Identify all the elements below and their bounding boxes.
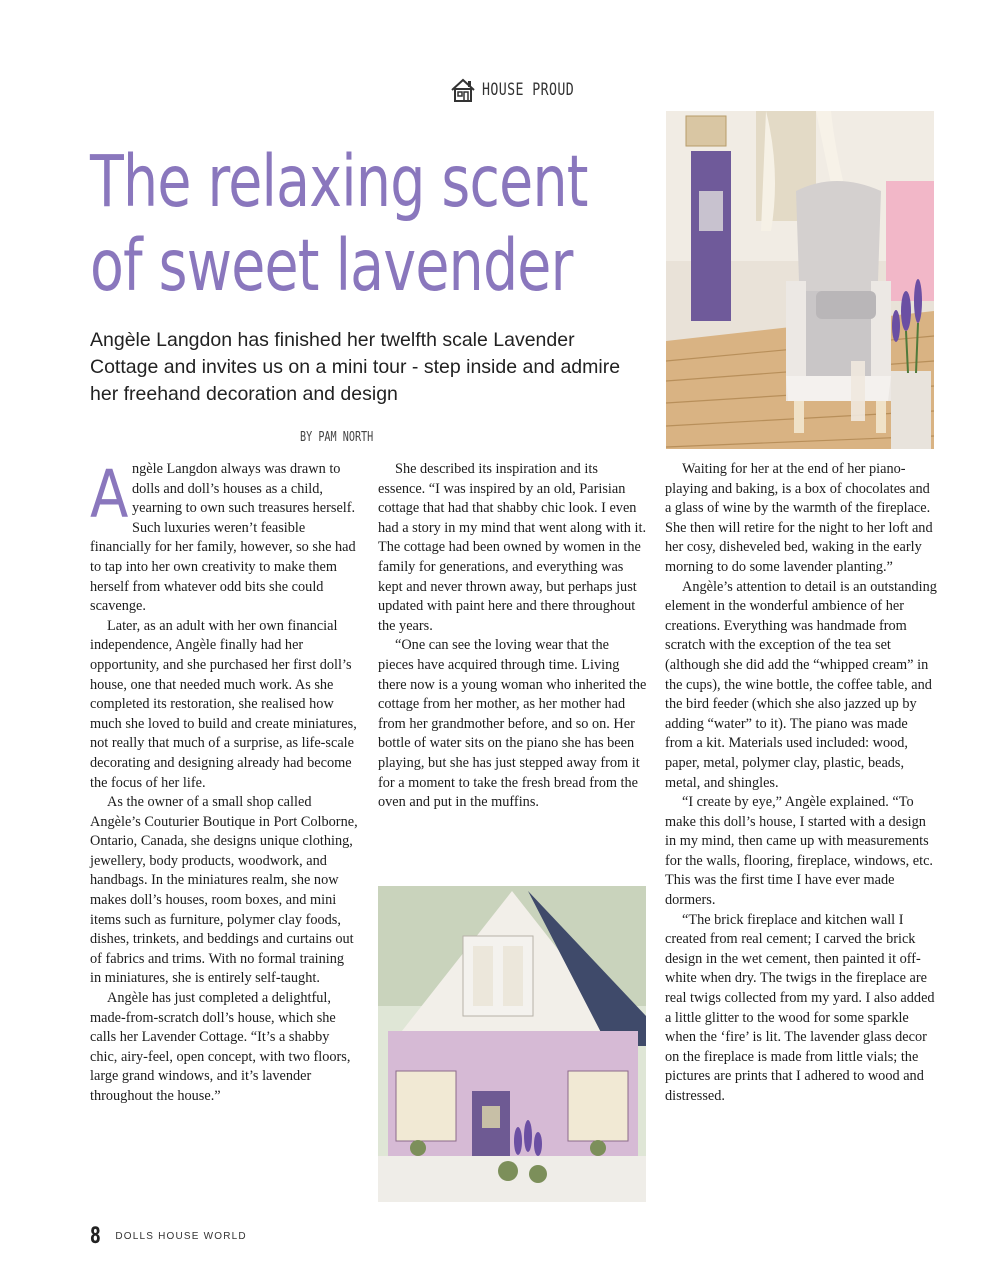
article-column-2 [378,460,648,813]
article-headline [90,140,588,308]
drop-cap: A [90,456,129,533]
photo-lavender-cottage [378,886,646,1202]
page-footer [90,1224,247,1249]
headline-line-2: of sweet lavender [90,224,573,307]
photo-wingback-chair [666,111,934,449]
page-number: 8 [90,1224,101,1249]
section-label [450,76,610,104]
paragraph: Angèle Langdon always was drawn to dolls and doll’s houses as a child, yearning to own such treasures herself. Such luxuries weren’t feasible financially for her family, however, so she had to tap into her own creativity to make them herself from whatever odd bits she could scavenge. [90,456,356,615]
magazine-name: DOLLS HOUSE WORLD [115,1231,247,1242]
paragraph: “The brick fireplace and kitchen wall I created from real cement; I carved the brick design in the wet cement, then painted it off-white when dry. The twigs in the fireplace are real twigs collected from my yard. I also added a little glitter to the wood for some sparkle when the ‘fire’ is lit. The lavender glass decor on the fireplace is made from little vials; the pictures are prints that I adhered to wood and distressed. [665,911,935,1104]
paragraph: Angèle has just completed a delightful, made-from-scratch doll’s house, which she calls her Lavender Cottage. “It’s a shabby chic, airy-feel, open concept, with two floors, large grand windows, and it’s lavender throughout the house.” [90,990,351,1104]
paragraph: Angèle’s attention to detail is an outstanding element in the wonderful ambience of her creations. Everything was handmade from scratch with the exception of the tea set (although she did add the “whipped cream” in the cups), the wine bottle, the coffee table, and the bird feeder (which she also jazzed up by adding “water” to it). The piano was made from a kit. Materials used included: wood, paper, metal, polymer clay, plastic, beads, metal, and shingles. [665,578,937,791]
paragraph: Waiting for her at the end of her piano-playing and baking, is a box of chocolates and a glass of wine by the warmth of the fireplace. She then will retire for the night to her loft and her cosy, disheveled bed, waking in the early morning to do some lavender planting.” [665,461,933,575]
headline-line-1: The relaxing scent [90,140,588,223]
paragraph: As the owner of a small shop called Angèle’s Couturier Boutique in Port Colborne, Ontario, Canada, she designs unique clothing, jewellery, body products, woodwork, and handbags. In the miniatures realm, she now makes doll’s houses, room boxes, and mini items such as furniture, polymer clay foods, dishes, trinkets, and beddings and curtains out of fabrics and trims. With no formal training in miniatures, she is entirely self-taught. [90,794,358,987]
paragraph: “One can see the loving wear that the pieces have acquired through time. Living there now is a young woman who inherited the cottage from her mother, as her mother had from her grandmother before, and so on. Her bottle of water sits on the piano she has been playing, but she has just stepped away from it for a moment to take the fresh bread from the oven and put in the muffins. [378,637,647,811]
standfirst: Angèle Langdon has finished her twelfth scale Lavender Cottage and invites us on a mini tour - step inside and admire her freehand decoration and design [90,329,621,405]
paragraph: Later, as an adult with her own financial independence, Angèle finally had her opportunity, and she purchased her first doll’s house, one that needed much work. As she completed its restoration, she realised how much she loved to build and create miniatures, not really that much of a surprise, as life-scale decorating and designing already had become the focus of her life. [90,617,357,791]
paragraph: “I create by eye,” Angèle explained. “To make this doll’s house, I started with a design in my mind, then came up with measurements for the walls, flooring, fireplace, windows, etc. This was the first time I have ever made dormers. [665,794,933,909]
article-column-1 [90,456,358,1107]
paragraph: She described its inspiration and its essence. “I was inspired by an old, Parisian cottage that had that shabby chic look. I even had a story in my mind that went along with it. The cottage had been owned by women in the family for generations, and everything was kept and never thrown away, but perhaps just updated with paint here and there throughout the years. [378,461,647,634]
house-icon [450,77,476,103]
section-title: HOUSE PROUD [482,80,575,100]
article-column-3 [665,460,937,1107]
byline: BY PAM NORTH [300,430,374,445]
